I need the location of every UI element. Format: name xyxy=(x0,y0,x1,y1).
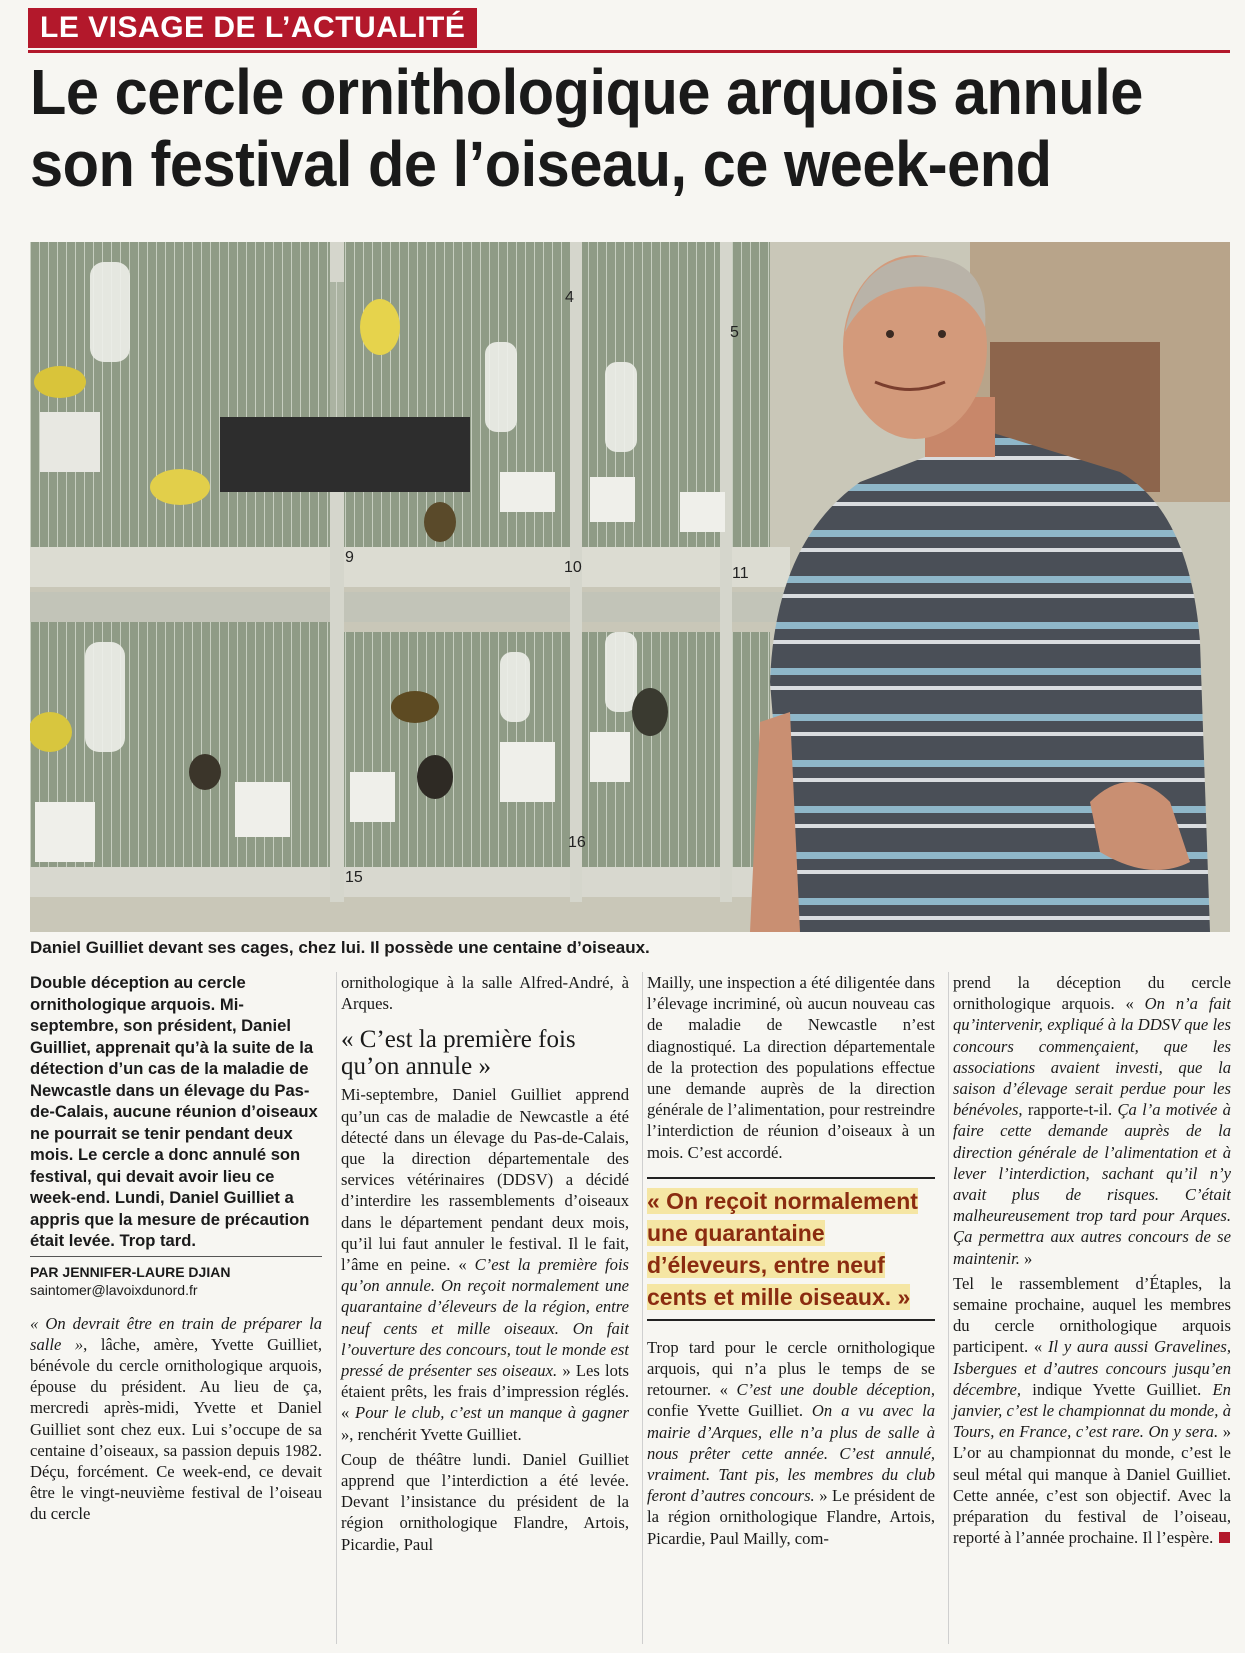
body-paragraph: Mailly, une inspection a été diligentée dans l’élevage incriminé, où aucun nouveau cas de maladie de Newcastle n’est diagnostiqué. La direction départementale de la protection des populations effectue une demande auprès de la direction générale de l’alimentation, pour restreindre l’interdiction de réunion d’oiseaux à un mois. C’est accordé. xyxy=(647,973,935,1162)
cage-number-11: 11 xyxy=(732,565,749,582)
body-paragraph: prend la déception du cercle ornithologique arquois. « On n’a fait qu’intervenir, expliqué à la DDSV que les concours commençaient, que les associations avaient investi, que la saison d’élevage serait perdue pour les bénévoles, rapporte-t-il. Ça l’a motivée à faire cette demande auprès de la direction générale de l’alimentation et à lever l’interdiction, sachant qu’il n’y avait plus de risques. C’était malheureusement trop tard pour Arques. Ça permettra aux autres concours de se maintenir. » xyxy=(953,973,1231,1268)
article-headline xyxy=(30,56,1146,200)
body-paragraph: ornithologique à la salle Alfred-André, à Arques. xyxy=(341,973,629,1014)
article-body xyxy=(30,972,1230,1644)
cage-number-9: 9 xyxy=(345,549,354,566)
hanging-cage xyxy=(220,282,470,492)
body-paragraph: Trop tard pour le cercle ornithologique arquois, qui n’a plus le temps de se retourner. « C’est une double déception, confie Yvette Guilliet. On a vu avec la mairie d’Arques, elle n’a plus de salle à nous prêter cette année. C’est annulé, vraiment. Tant pis, les membres du club feront d’autres concours. » Le président de la région ornithologique Flandre, Artois, Picardie, Paul Mailly, com- xyxy=(647,1337,935,1548)
pull-quote: « On reçoit normalement une quarantaine d’éleveurs, entre neuf cents et mille oiseaux. » xyxy=(647,1177,935,1321)
cage-number-4: 4 xyxy=(565,289,574,306)
byline xyxy=(30,1256,322,1299)
photo-illustration xyxy=(30,242,1230,932)
body-paragraph: Tel le rassemblement d’Étaples, la semaine prochaine, auquel les membres du cercle ornithologique arquois participent. « Il y aura aussi Gravelines, Isbergues et d’autres concours jusqu’en décembre, indique Yvette Guilliet. En janvier, c’est le championnat du monde, à Tours, en France, c’est rare. On y sera. » L’or au championnat du monde, c’est le seul métal qui manque à Daniel Guilliet. Cette année, c’est son objectif. Avec la préparation du festival de l’oiseau, reporté à l’année prochaine. Il l’espère. xyxy=(953,1273,1231,1548)
headline-line-2: son festival de l’oiseau, ce week-end xyxy=(30,128,1052,200)
body-paragraph: Mi-septembre, Daniel Guilliet apprend qu’un cas de maladie de Newcastle a été détecté dans un élevage du Pas-de-Calais, que la direction départementale des services vétérinaires (DDSV) a décidé d’interdire les rassemblements d’oiseaux dans le département pendant deux mois, qu’il lui faut annuler le festival. Il le fait, l’âme en peine. « C’est la première fois qu’on annule. On reçoit normalement une quarantaine d’éleveurs de la région, entre neuf cents et mille oiseaux. On fait l’ouverture des concours, tout le monde est pressé de présenter ses oiseaux. » Les lots étaient prêts, les frais d’impression réglés. « Pour le club, c’est un manque à gagner », renchérit Yvette Guilliet. xyxy=(341,1085,629,1444)
headline-line-1: Le cercle ornithologique arquois annule xyxy=(30,56,1143,128)
section-kicker: LE VISAGE DE L’ACTUALITÉ xyxy=(28,8,477,48)
body-paragraph: Coup de théâtre lundi. Daniel Guilliet apprend que l’interdiction a été levée. Devant l’insistance du président de la région ornithologique Flandre, Artois, Picardie, Paul xyxy=(341,1449,629,1554)
column-4 xyxy=(948,972,1231,1644)
end-of-article-mark xyxy=(1219,1532,1230,1543)
article-photo xyxy=(30,242,1230,932)
cage-number-10: 10 xyxy=(564,559,582,576)
kicker-bar xyxy=(28,8,1230,53)
cage-number-16: 16 xyxy=(568,834,586,851)
author-email: saintomer@lavoixdunord.fr xyxy=(30,1281,198,1298)
author-name: PAR JENNIFER-LAURE DJIAN xyxy=(30,1263,231,1280)
column-3 xyxy=(642,972,935,1644)
cage-number-5: 5 xyxy=(730,324,739,341)
body-paragraph: « On devrait être en train de préparer la salle », lâche, amère, Yvette Guilliet, bénévole du cercle ornithologique arquois, épouse du président. Au lieu de ça, mercredi après-midi, Yvette et Daniel Guilliet sont chez eux. Lui s’occupe de sa centaine d’oiseaux, sa passion depuis 1982. Déçu, forcément. Ce week-end, ce devait être le vingt-neuvième festival de l’oiseau du cercle xyxy=(30,1313,322,1524)
cage-number-15: 15 xyxy=(345,869,363,886)
subheading: « C’est la première fois qu’on annule » xyxy=(341,1026,576,1081)
column-1 xyxy=(30,972,322,1644)
photo-caption: Daniel Guilliet devant ses cages, chez lui. Il possède une centaine d’oiseaux. xyxy=(30,938,650,957)
column-2 xyxy=(336,972,629,1644)
lead-paragraph: Double déception au cercle ornithologique arquois. Mi-septembre, son président, Daniel Guilliet, apprenait qu’à la suite de la détection d’un cas de la maladie de Newcastle dans un élevage du Pas-de-Calais, aucune réunion d’oiseaux ne pourrait se tenir pendant deux mois. Le cercle a donc annulé son festival, qui devait avoir lieu ce week-end. Lundi, Daniel Guilliet a appris que la mesure de précaution était levée. Trop tard. xyxy=(30,973,318,1250)
